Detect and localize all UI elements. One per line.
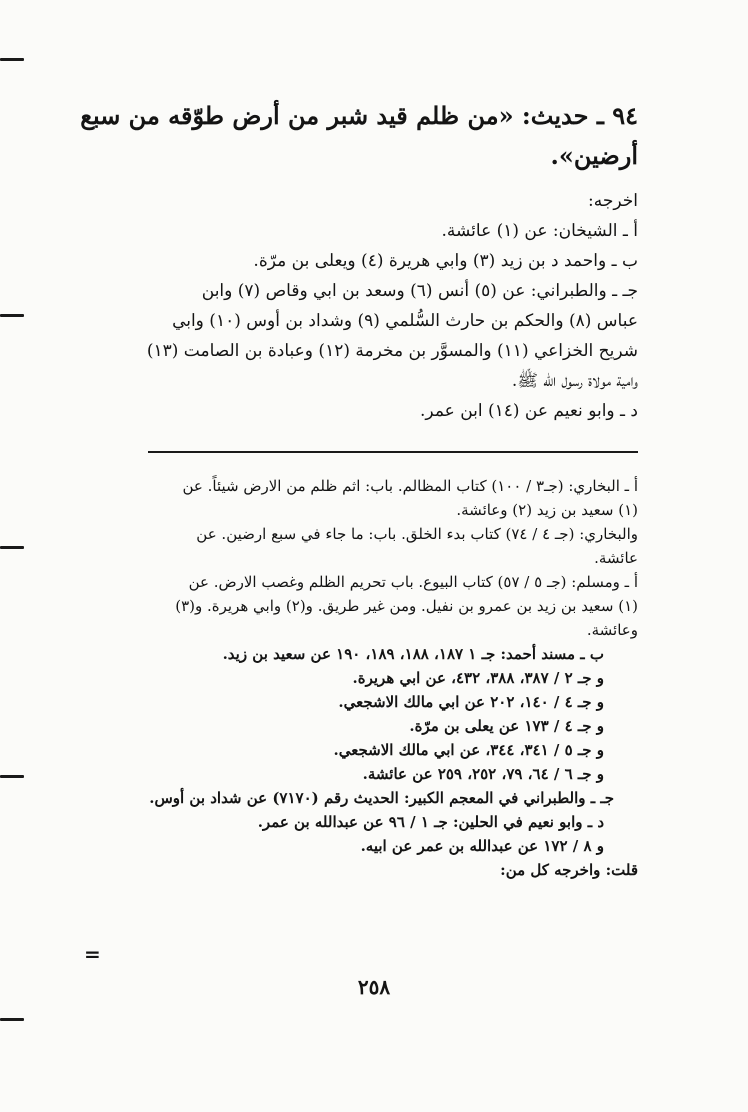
footnote-line: ب ـ مسند أحمد: جـ ١ ١٨٧، ١٨٨، ١٨٩، ١٩٠ عن سعيد بن زيد. <box>222 645 604 663</box>
intro-label: اخرجه: <box>588 191 638 211</box>
edge-mark <box>0 314 24 317</box>
footnote-line: و جـ ٤ / ١٤٠، ٢٠٢ عن ابي مالك الاشجعي. <box>338 693 604 711</box>
footnote-line: و جـ ٥ / ٣٤١، ٣٤٤، عن ابي مالك الاشجعي. <box>333 741 604 759</box>
footnote-line: جـ ـ والطبراني في المعجم الكبير: الحديث رقم (٧١٧٠) عن شداد بن أوس. <box>149 789 614 807</box>
edge-mark <box>0 546 24 549</box>
footnote-line: (١) سعيد بن زيد (٢) وعائشة. <box>456 501 638 519</box>
edge-mark <box>0 1018 24 1021</box>
page-number: ٢٥٨ <box>357 975 391 999</box>
footnote-line: د ـ وابو نعيم في الحلين: جـ ١ / ٩٦ عن عبدالله بن عمر. <box>257 813 604 831</box>
hadith-line: جـ ـ والطبراني: عن (٥) أنس (٦) وسعد بن ابي وقاص (٧) وابن <box>201 281 638 301</box>
continuation-mark: = <box>84 942 101 966</box>
hadith-line: وامية مولاة رسول الله ﷺ. <box>511 371 638 391</box>
footnote-line: أ ـ البخاري: (جـ٣ / ١٠٠) كتاب المظالم. باب: اثم ظلم من الارض شيئاً. عن <box>182 477 638 495</box>
footnote-line: و ٨ / ١٧٢ عن عبدالله بن عمر عن ابيه. <box>360 837 604 855</box>
footnote-line: قلت: واخرجه كل من: <box>500 861 638 879</box>
footnote-line: والبخاري: (جـ ٤ / ٧٤) كتاب بدء الخلق. باب: ما جاء في سبع ارضين. عن <box>196 525 638 543</box>
footnote-line: أ ـ ومسلم: (جـ ٥ / ٥٧) كتاب البيوع. باب تحريم الظلم وغصب الارض. عن <box>188 573 638 591</box>
hadith-line: ب ـ واحمد د بن زيد (٣) وابي هريرة (٤) ويعلى بن مرّة. <box>253 251 638 271</box>
footnote-line: و جـ ٤ / ١٧٣ عن يعلى بن مرّة. <box>409 717 604 735</box>
hadith-line: د ـ وابو نعيم عن (١٤) ابن عمر. <box>420 401 638 421</box>
footnote-line: و جـ ٦ / ٦٤، ٧٩، ٢٥٢، ٢٥٩ عن عائشة. <box>362 765 604 783</box>
footnote-line: و جـ ٢ / ٣٨٧، ٣٨٨، ٤٣٢، عن ابي هريرة. <box>352 669 604 687</box>
footnotes-section <box>70 474 638 882</box>
hadith-title-line2: أرضين». <box>550 141 638 170</box>
hadith-line: عباس (٨) والحكم بن حارث السُّلمي (٩) وشداد بن أوس (١٠) وابي <box>172 311 638 331</box>
footnote-line: (١) سعيد بن زيد بن عمرو بن نفيل. ومن غير طريق. و(٢) وابي هريرة. و(٣) <box>175 597 638 615</box>
hadith-title-line1: ٩٤ ـ حديث: «من ظلم قيد شبر من أرض طوّقه من سبع <box>80 101 638 130</box>
hadith-title <box>70 96 638 176</box>
edge-mark <box>0 775 24 778</box>
footnote-line: وعائشة. <box>586 621 638 639</box>
hadith-line: أ ـ الشيخان: عن (١) عائشة. <box>441 221 638 241</box>
footnote-line: عائشة. <box>594 549 638 567</box>
hadith-line: شريح الخزاعي (١١) والمسوَّر بن مخرمة (١٢) وعبادة بن الصامت (١٣) <box>146 341 638 361</box>
footnote-divider <box>148 451 638 453</box>
hadith-section <box>70 90 638 426</box>
edge-mark <box>0 58 24 61</box>
